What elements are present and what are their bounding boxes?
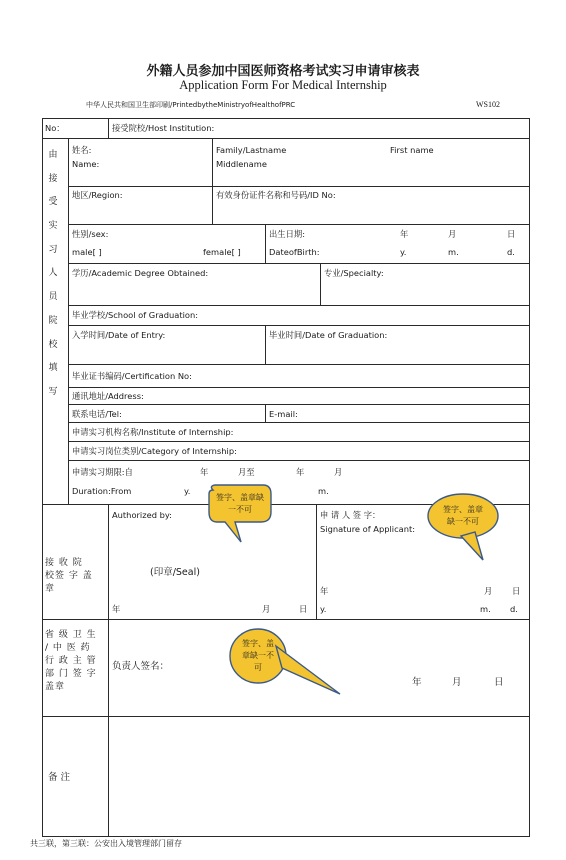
entry-date-label[interactable]: 入学时间/Date of Entry:: [72, 330, 166, 340]
signer-label[interactable]: 负责人签名：: [112, 661, 170, 672]
female-checkbox[interactable]: female[ ]: [203, 247, 241, 257]
dob-year-en: y.: [400, 247, 407, 257]
name-cn-label: 姓名:: [72, 145, 92, 155]
note-bubble-applicant: [425, 492, 501, 564]
form-title-cn: 外籍人员参加中国医师资格考试实习申请审核表: [146, 64, 420, 79]
duration-m: m.: [318, 486, 329, 496]
svg-text:可: 可: [254, 663, 262, 672]
dob-month-cn: 月: [448, 229, 457, 239]
svg-text:章缺一不: 章缺一不: [242, 651, 274, 660]
s2r-day-cn: 日: [512, 586, 521, 596]
applicant-sign-en[interactable]: Signature of Applicant:: [320, 524, 416, 534]
degree-label[interactable]: 学历/Academic Degree Obtained:: [72, 268, 209, 278]
email-label[interactable]: E-mail:: [269, 409, 298, 419]
svg-text:一不可: 一不可: [228, 505, 252, 514]
section3-label: 省 级 卫 生 / 中 医 药 行 政 主 管 部 门 签 字 盖章: [45, 630, 97, 692]
s3-month: 月: [452, 677, 462, 688]
section2-label: 接 收 院 校签 字 盖 章: [45, 558, 93, 594]
period-year-cn: 年: [200, 467, 209, 477]
period-month-to-cn: 月至: [238, 467, 255, 477]
dob-day-cn: 日: [507, 229, 516, 239]
male-checkbox[interactable]: male[ ]: [72, 247, 102, 257]
address-label[interactable]: 通讯地址/Address:: [72, 391, 144, 401]
school-label[interactable]: 毕业学校/School of Graduation:: [72, 310, 199, 320]
s2-day: 日: [299, 604, 308, 614]
id-no-label[interactable]: 有效身份证件名称和号码/ID No:: [216, 190, 336, 200]
name-en-label[interactable]: Name:: [72, 159, 100, 169]
s2-month: 月: [262, 604, 271, 614]
remarks-label: 备 注: [48, 772, 71, 783]
dob-en-label[interactable]: DateofBirth:: [269, 247, 320, 257]
applicant-sign-cn: 申 请 人 签 字：: [320, 510, 381, 520]
host-institution-label[interactable]: 接受院校/Host Institution:: [112, 123, 215, 133]
s2r-year-cn: 年: [320, 586, 329, 596]
printed-by: 中华人民共和国卫生部印刷/PrintedbytheMinistryofHealthofPRC: [86, 101, 296, 109]
svg-text:签字、盖章: 签字、盖章: [443, 505, 483, 514]
note-bubble-signer: [228, 626, 346, 698]
period-month2-cn: 月: [334, 467, 343, 477]
svg-text:缺一不可: 缺一不可: [447, 517, 479, 526]
institute-label[interactable]: 申请实习机构名称/Institute of Internship:: [72, 427, 234, 437]
graduation-date-label[interactable]: 毕业时间/Date of Graduation:: [269, 330, 388, 340]
no-label: No：: [45, 123, 65, 133]
dob-cn-label: 出生日期:: [269, 229, 305, 239]
s2r-year-en: y.: [320, 604, 327, 614]
certification-label[interactable]: 毕业证书编码/Certification No:: [72, 371, 192, 381]
svg-text:签字、盖章缺: 签字、盖章缺: [216, 493, 264, 502]
note-bubble-authorized: [205, 484, 275, 546]
form-number: WS102: [476, 100, 500, 109]
s3-year: 年: [412, 677, 422, 688]
dob-month-en: m.: [448, 247, 459, 257]
dob-year-cn: 年: [400, 229, 409, 239]
s2r-month-en: m.: [480, 604, 491, 614]
specialty-label[interactable]: 专业/Specialty:: [324, 268, 384, 278]
duration-y: y.: [184, 486, 191, 496]
s2r-day-en: d.: [510, 604, 518, 614]
duration-label[interactable]: Duration:From: [72, 486, 132, 496]
dob-day-en: d.: [507, 247, 515, 257]
category-label[interactable]: 申请实习岗位类别/Category of Internship:: [72, 446, 237, 456]
period-cn-label: 申请实习期限:自: [72, 467, 133, 477]
section1-vertical-label: 由 接 受 实 习 人 员 院 校 填 写: [48, 150, 58, 397]
middle-name-label[interactable]: Middlename: [216, 159, 267, 169]
s2r-month-cn: 月: [484, 586, 493, 596]
tel-label[interactable]: 联系电话/Tel:: [72, 409, 122, 419]
svg-text:签字、盖: 签字、盖: [242, 639, 274, 648]
form-title-en: Application Form For Medical Internship: [179, 78, 387, 92]
seal-label: (印章/Seal): [150, 567, 200, 578]
family-name-label[interactable]: Family/Lastname: [216, 145, 287, 155]
sex-label: 性别/sex:: [72, 229, 109, 239]
first-name-label[interactable]: First name: [390, 145, 434, 155]
authorized-by-label[interactable]: Authorized by:: [112, 510, 172, 520]
footer-note: 共三联，第三联：公安出入境管理部门留存: [30, 839, 182, 848]
s2-year: 年: [112, 604, 121, 614]
region-label[interactable]: 地区/Region:: [72, 190, 123, 200]
s3-day: 日: [494, 677, 504, 688]
period-year2-cn: 年: [296, 467, 305, 477]
